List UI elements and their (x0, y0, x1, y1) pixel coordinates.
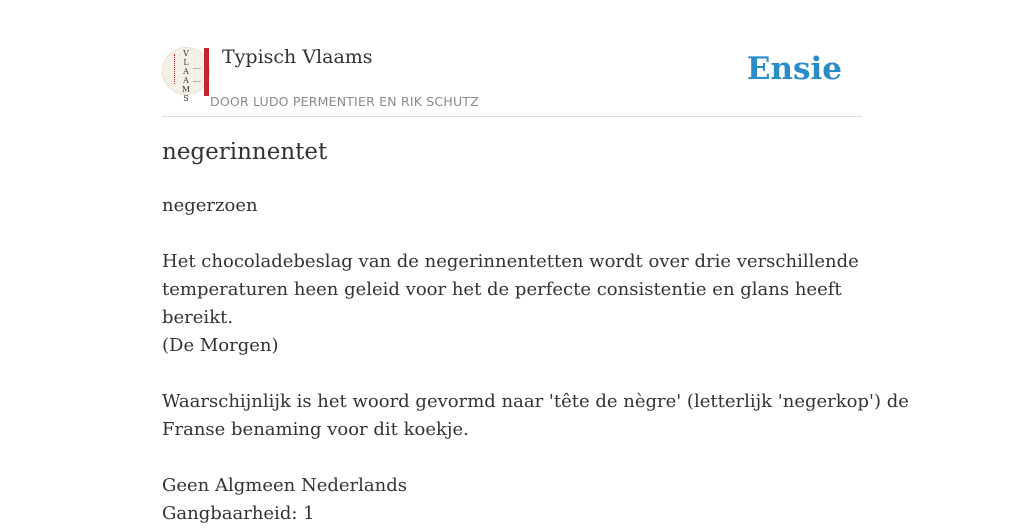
logo-small-text (193, 68, 201, 82)
site-header (162, 0, 862, 117)
example-line: temperaturen heen geleid voor het de perfecte consistentie en glans heeft (162, 279, 842, 300)
usage-label: Geen Algmeen Nederlands (162, 475, 407, 496)
logo-red-accent (174, 54, 179, 84)
typisch-vlaams-logo[interactable] (162, 47, 210, 103)
etymology-line: Franse benaming voor dit koekje. (162, 419, 469, 440)
etymology-line: Waarschijnlijk is het woord gevormd naar 'tête de nègre' (letterlijk 'negerkop') de (162, 391, 909, 412)
spacer (162, 220, 862, 248)
example-line: Het chocoladebeslag van de negerinnentetten wordt over drie verschillende (162, 251, 859, 272)
entry-title: negerinnentet (162, 139, 328, 165)
dictionary-title[interactable]: Typisch Vlaams (222, 46, 373, 68)
example-source: (De Morgen) (162, 335, 279, 356)
entry-body (162, 192, 909, 528)
dictionary-authors: DOOR LUDO PERMENTIER EN RIK SCHUTZ (210, 94, 479, 109)
spacer (162, 444, 862, 472)
ensie-logo-link[interactable]: Ensie (746, 51, 842, 87)
usage-level: Gangbaarheid: 1 (162, 503, 315, 524)
logo-letters: V L A A M S (181, 49, 191, 103)
entry-synonym: negerzoen (162, 195, 258, 216)
logo-red-edge (204, 48, 209, 96)
spacer (162, 360, 862, 388)
example-line: bereikt. (162, 307, 234, 328)
